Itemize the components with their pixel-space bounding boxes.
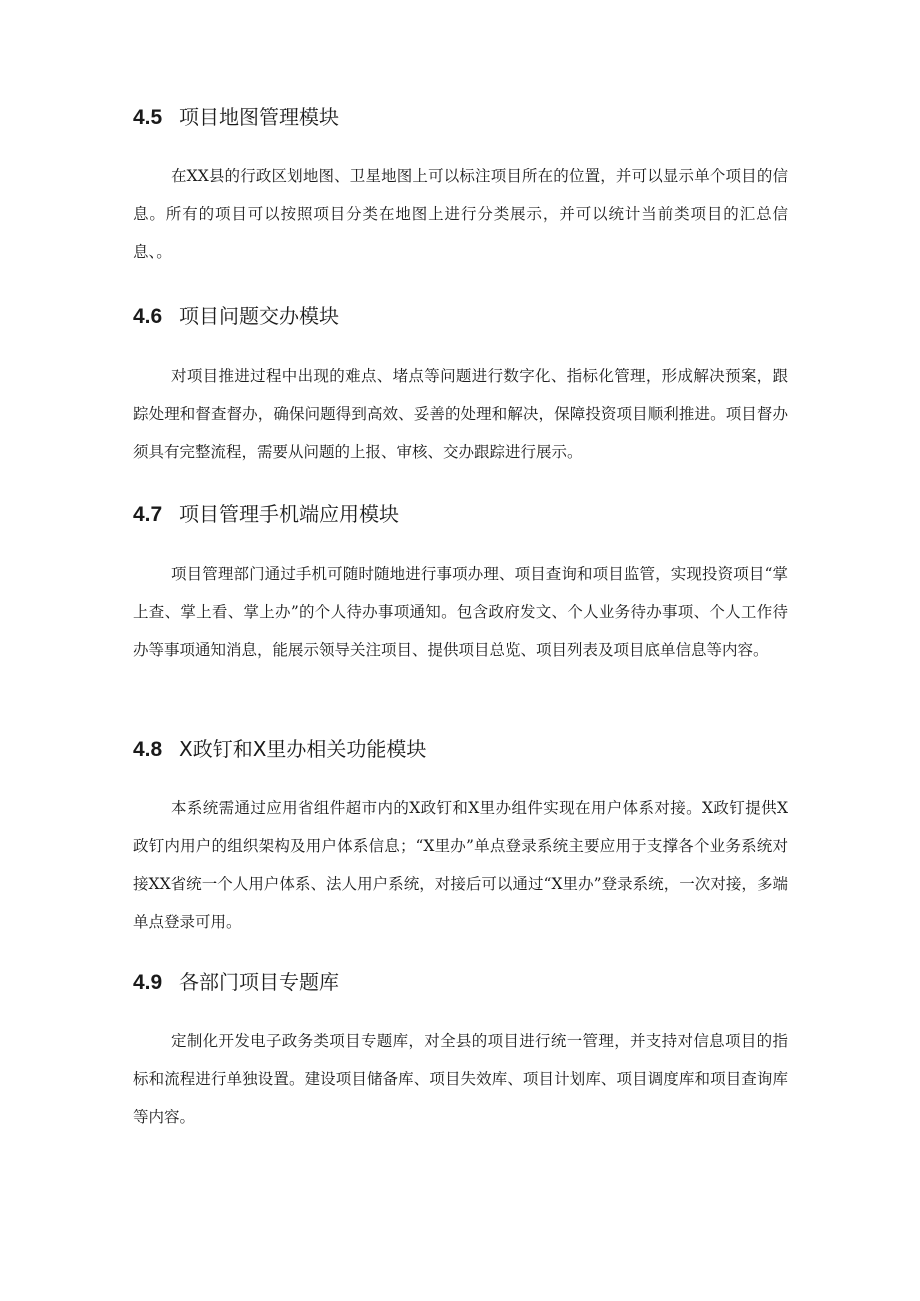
section-heading-4-5 bbox=[133, 103, 339, 132]
section-title: 项目管理手机端应用模块 bbox=[179, 502, 399, 526]
section-body-4-8: 本系统需通过应用省组件超市内的X政钉和X里办组件实现在用户体系对接。X政钉提供X政钉内用户的组织架构及用户体系信息；“X里办”单点登录系统主要应用于支撑各个业务系统对接XX省统一个人用户体系、法人用户系统，对接后可以通过“X里办”登录系统，一次对接，多端单点登录可用。 bbox=[133, 799, 788, 931]
section-body-4-9: 定制化开发电子政务类项目专题库，对全县的项目进行统一管理，并支持对信息项目的指标和流程进行单独设置。建设项目储备库、项目失效库、项目计划库、项目调度库和项目查询库等内容。 bbox=[133, 1032, 788, 1126]
section-number: 4.8 bbox=[133, 738, 163, 761]
section-heading-4-7 bbox=[133, 500, 399, 529]
section-body-4-7: 项目管理部门通过手机可随时随地进行事项办理、项目查询和项目监管，实现投资项目“掌上查、掌上看、掌上办”的个人待办事项通知。包含政府发文、个人业务待办事项、个人工作待办等事项通知消息，能展示领导关注项目、提供项目总览、项目列表及项目底单信息等内容。 bbox=[133, 565, 788, 659]
section-number: 4.9 bbox=[133, 971, 163, 994]
section-title: 各部门项目专题库 bbox=[179, 970, 339, 994]
section-title: X政钉和X里办相关功能模块 bbox=[179, 737, 427, 761]
section-heading-4-8 bbox=[133, 735, 426, 764]
section-title: 项目问题交办模块 bbox=[179, 304, 339, 328]
section-body-4-5: 在XX县的行政区划地图、卫星地图上可以标注项目所在的位置，并可以显示单个项目的信息。所有的项目可以按照项目分类在地图上进行分类展示，并可以统计当前类项目的汇总信息、。 bbox=[133, 167, 788, 261]
section-number: 4.7 bbox=[133, 503, 163, 526]
section-number: 4.6 bbox=[133, 305, 163, 328]
section-heading-4-9 bbox=[133, 968, 339, 997]
section-heading-4-6 bbox=[133, 302, 339, 331]
section-body-4-6: 对项目推进过程中出现的难点、堵点等问题进行数字化、指标化管理，形成解决预案，跟踪处理和督查督办，确保问题得到高效、妥善的处理和解决，保障投资项目顺利推进。项目督办须具有完整流程，需要从问题的上报、审核、交办跟踪进行展示。 bbox=[133, 367, 788, 461]
section-title: 项目地图管理模块 bbox=[179, 105, 339, 129]
section-number: 4.5 bbox=[133, 106, 163, 129]
